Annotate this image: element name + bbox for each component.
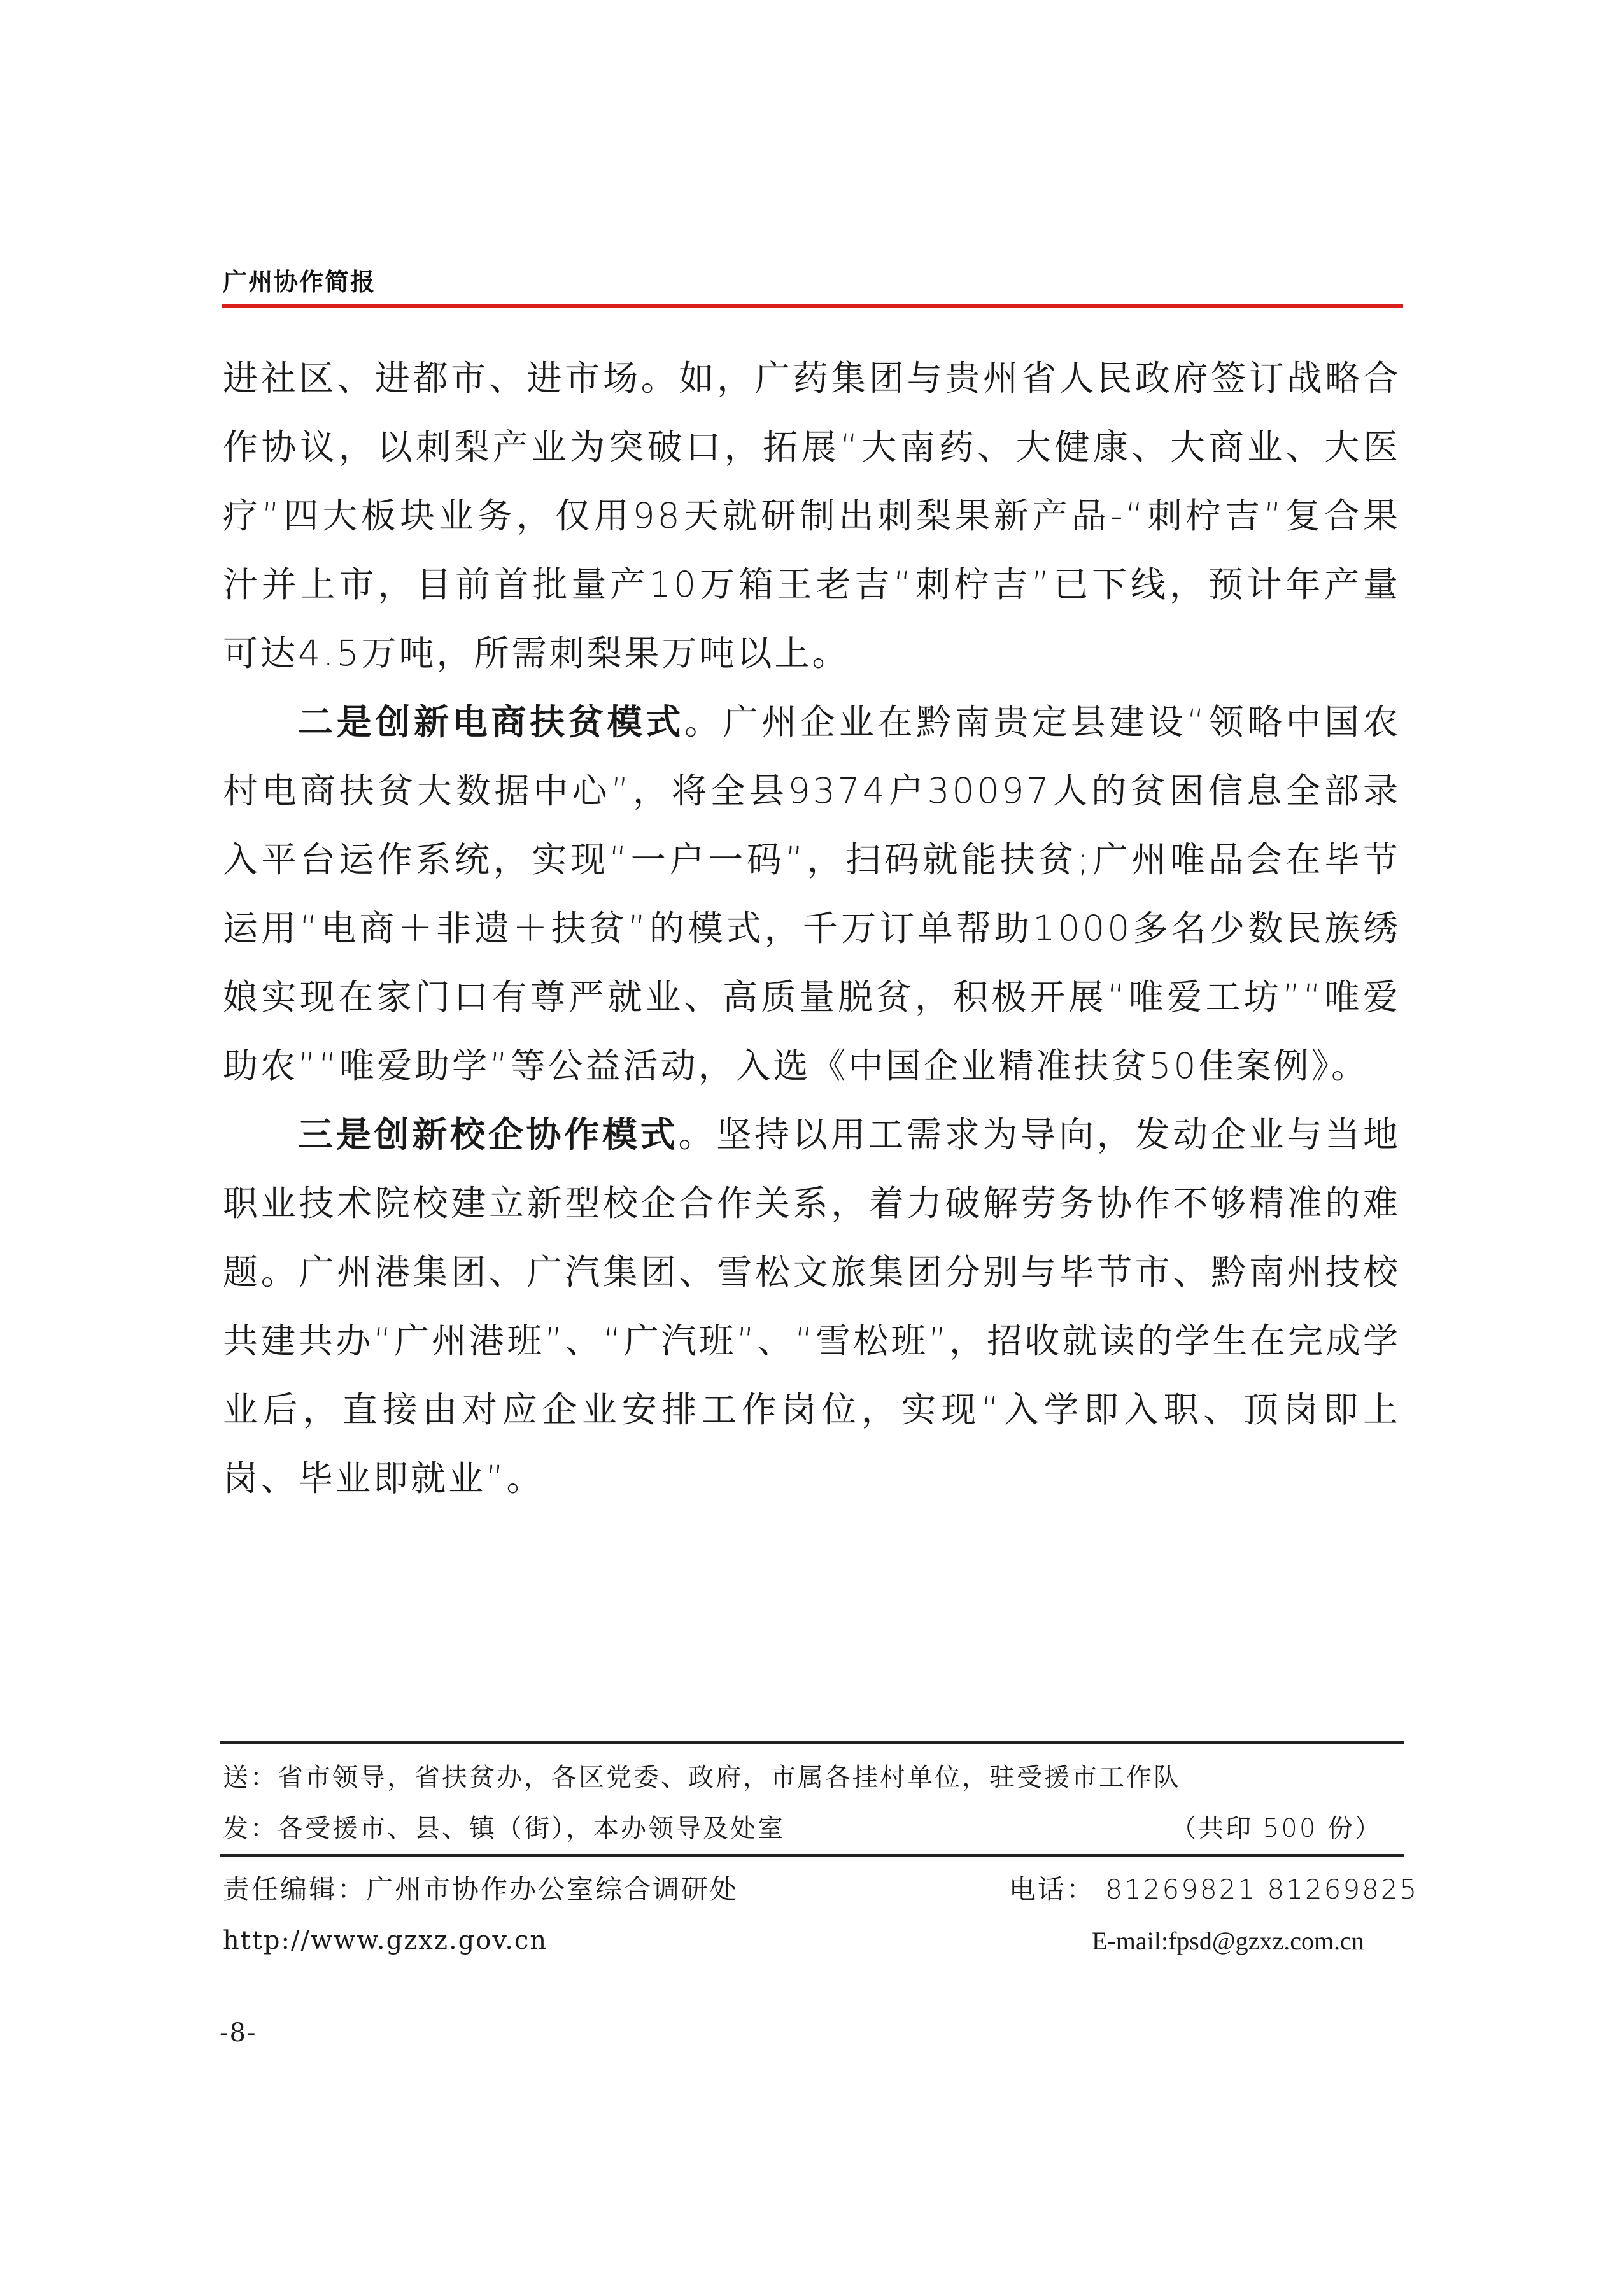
distribution-send: 送：省市领导，省扶贫办，各区党委、政府，市属各挂村单位，驻受援市工作队 [223, 1763, 1181, 1792]
article-body [223, 344, 1401, 1513]
footer-top-rule [220, 1741, 1404, 1744]
print-copies: （共印 500 份） [1171, 1814, 1382, 1843]
paragraph-3-text: 。坚持以用工需求为导向，发动企业与当地职业技术院校建立新型校企合作关系，着力破解劳务协作不够精准的难题。广州港集团、广汽集团、雪松文旅集团分别与毕节市、黔南州技校共建共办“广州港班”、“广汽班”、“雪松班”，招收就读的学生在完成学业后，直接由对应企业安排工作岗位，实现“入学即入职、顶岗即上岗、毕业即就业”。 [223, 1114, 1401, 1499]
paragraph-2 [223, 688, 1401, 1100]
distribution-issue: 发：各受援市、县、镇（街），本办领导及处室 [223, 1814, 785, 1843]
website-link[interactable]: http://www.gzxz.gov.cn [223, 1926, 548, 1955]
paragraph-1: 进社区、进都市、进市场。如，广药集团与贵州省人民政府签订战略合作协议，以刺梨产业为突破口，拓展“大南药、大健康、大商业、大医疗”四大板块业务，仅用98天就研制出刺梨果新产品-“刺柠吉”复合果汁并上市，目前首批量产10万箱王老吉“刺柠吉”已下线，预计年产量可达4.5万吨，所需刺梨果万吨以上。 [223, 358, 1401, 674]
paragraph-3-lead: 三是创新校企协作模式 [298, 1114, 679, 1155]
header-divider [222, 304, 1403, 308]
paragraph-2-lead: 二是创新电商扶贫模式 [298, 702, 684, 742]
contact-phone: 电话： 81269821 81269825 [1009, 1874, 1419, 1905]
email-link[interactable]: E-mail:fpsd@gzxz.com.cn [1092, 1927, 1364, 1955]
footer-bottom-rule [220, 1854, 1404, 1857]
bulletin-title: 广州协作简报 [223, 268, 376, 296]
page-number: -8- [220, 2018, 257, 2048]
paragraph-3 [223, 1100, 1401, 1513]
responsible-editor: 责任编辑：广州市协作办公室综合调研处 [223, 1874, 739, 1905]
paragraph-2-text: 。广州企业在黔南贵定县建设“领略中国农村电商扶贫大数据中心”，将全县9374户30097人的贫困信息全部录入平台运作系统，实现“一户一码”，扫码就能扶贫;广州唯品会在毕节运用“电商＋非遗＋扶贫”的模式，千万订单帮助1000多名少数民族绣娘实现在家门口有尊严就业、高质量脱贫，积极开展“唯爱工坊”“唯爱助农”“唯爱助学”等公益活动，入选《中国企业精准扶贫50佳案例》。 [223, 702, 1401, 1086]
